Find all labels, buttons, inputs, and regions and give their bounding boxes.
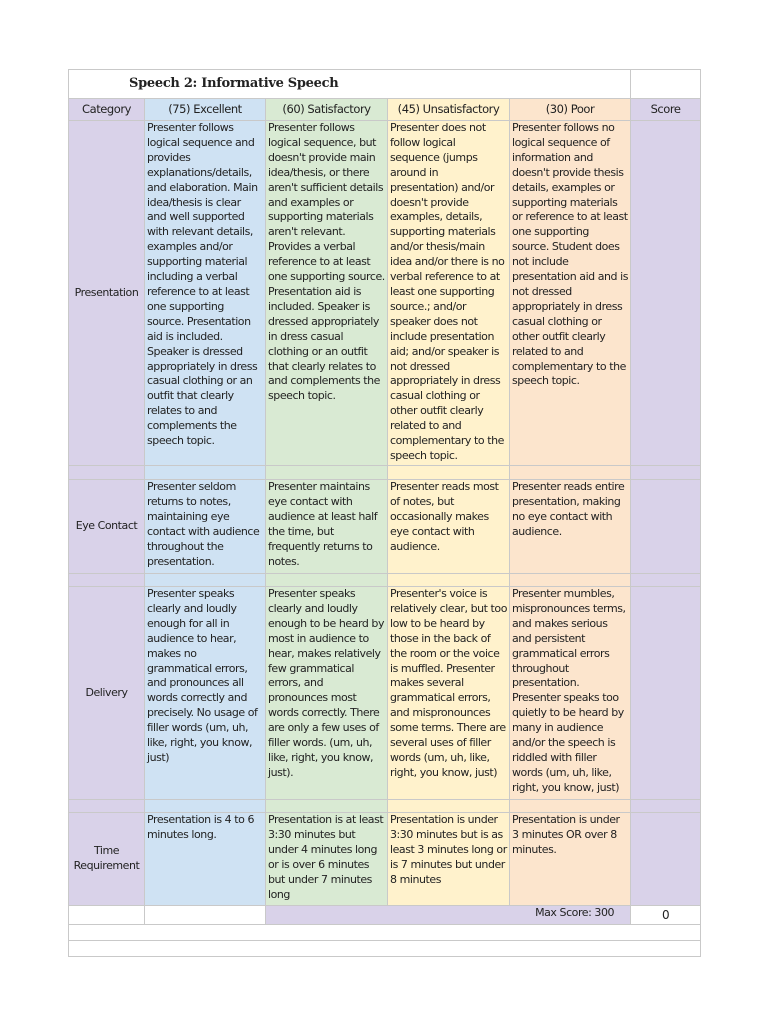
category-label: Delivery [69,587,145,800]
criterion-row-delivery [69,587,701,800]
title-row [69,70,701,99]
excellent-descriptor: Presenter seldom returns to notes, maintaining eye contact with audience throughout the presentation. [145,480,266,574]
total-row [69,906,701,925]
blank-row [69,941,701,957]
satisfactory-descriptor: Presentation is at least 3:30 minutes but under 4 minutes long or is over 6 minutes but under 7 minutes long [266,813,388,906]
header-excellent: (75) Excellent [145,99,266,121]
total-score[interactable]: 0 [631,906,701,925]
excellent-descriptor: Presenter speaks clearly and loudly enough for all in audience to hear, makes no grammatical errors, and pronounces all words correctly and precisely. No usage of filler words (um, uh, like, right, you know, just) [145,587,266,800]
unsatisfactory-descriptor: Presenter's voice is relatively clear, but too low to be heard by those in the back of the room or the voice is muffled. Presenter makes several grammatical errors, and mispronounces some terms. There are several uses of filler words (um, uh, like, right, you know, just) [388,587,510,800]
empty-cell[interactable] [631,70,701,99]
header-satisfactory: (60) Satisfactory [266,99,388,121]
criterion-row-eye-contact [69,480,701,574]
excellent-descriptor: Presentation is 4 to 6 minutes long. [145,813,266,906]
header-unsatisfactory: (45) Unsatisfactory [388,99,510,121]
excellent-descriptor: Presenter follows logical sequence and provides explanations/details, and elaboration. Main idea/thesis is clear and well supported with relevant details, examples and/or supporting material including a verbal reference to at least one supporting source. Presentation aid is included. Speaker is dressed appropriately in dress casual clothing or an outfit that clearly relates to and complements the speech topic. [145,121,266,466]
rubric-title: Speech 2: Informative Speech [69,70,631,99]
poor-descriptor: Presentation is under 3 minutes OR over 8 minutes. [510,813,631,906]
satisfactory-descriptor: Presenter maintains eye contact with audience at least half the time, but frequently returns to notes. [266,480,388,574]
header-poor: (30) Poor [510,99,631,121]
score-cell[interactable] [631,121,701,466]
spacer-row [69,466,701,480]
header-score: Score [631,99,701,121]
poor-descriptor: Presenter mumbles, mispronounces terms, and makes serious and persistent grammatical errors throughout presentation. Presenter speaks too quietly to be heard by many in audience and/or the speech is riddled with filler words (um, uh, like, right, you know, just) [510,587,631,800]
unsatisfactory-descriptor: Presenter reads most of notes, but occasionally makes eye contact with audience. [388,480,510,574]
poor-descriptor: Presenter follows no logical sequence of information and doesn't provide thesis details, examples or supporting materials or reference to at least one supporting source. Student does not include presentation aid and is not dressed appropriately in dress casual clothing or other outfit clearly related to and complementary to the speech topic. [510,121,631,466]
rubric-table [68,69,701,957]
score-cell[interactable] [631,587,701,800]
blank-row [69,925,701,941]
category-label: Presentation [69,121,145,466]
max-score-label: Max Score: 300 [535,906,615,919]
score-cell[interactable] [631,813,701,906]
unsatisfactory-descriptor: Presenter does not follow logical sequence (jumps around in presentation) and/or doesn't provide examples, details, supporting materials and/or thesis/main idea and/or there is no verbal reference to at least one supporting source.; and/or speaker does not include presentation aid; and/or speaker is not dressed appropriately in dress casual clothing or other outfit clearly related to and complementary to the speech topic. [388,121,510,466]
unsatisfactory-descriptor: Presentation is under 3:30 minutes but is as least 3 minutes long or is 7 minutes but under 8 minutes [388,813,510,906]
header-category: Category [69,99,145,121]
satisfactory-descriptor: Presenter follows logical sequence, but doesn't provide main idea/thesis, or there aren't sufficient details and examples or supporting materials aren't relevant. Provides a verbal reference to at least one supporting source. Presentation aid is included. Speaker is dressed appropriately in dress casual clothing or an outfit that clearly relates to and complements the speech topic. [266,121,388,466]
criterion-row-presentation [69,121,701,466]
category-label: Eye Contact [69,480,145,574]
score-cell[interactable] [631,480,701,574]
category-label: Time Requirement [69,813,145,906]
criterion-row-time-requirement [69,813,701,906]
spacer-row [69,574,701,587]
satisfactory-descriptor: Presenter speaks clearly and loudly enough to be heard by most in audience to hear, makes relatively few grammatical errors, and pronounces most words correctly. There are only a few uses of filler words. (um, uh, like, right, you know, just). [266,587,388,800]
spacer-row [69,800,701,813]
poor-descriptor: Presenter reads entire presentation, making no eye contact with audience. [510,480,631,574]
header-row [69,99,701,121]
